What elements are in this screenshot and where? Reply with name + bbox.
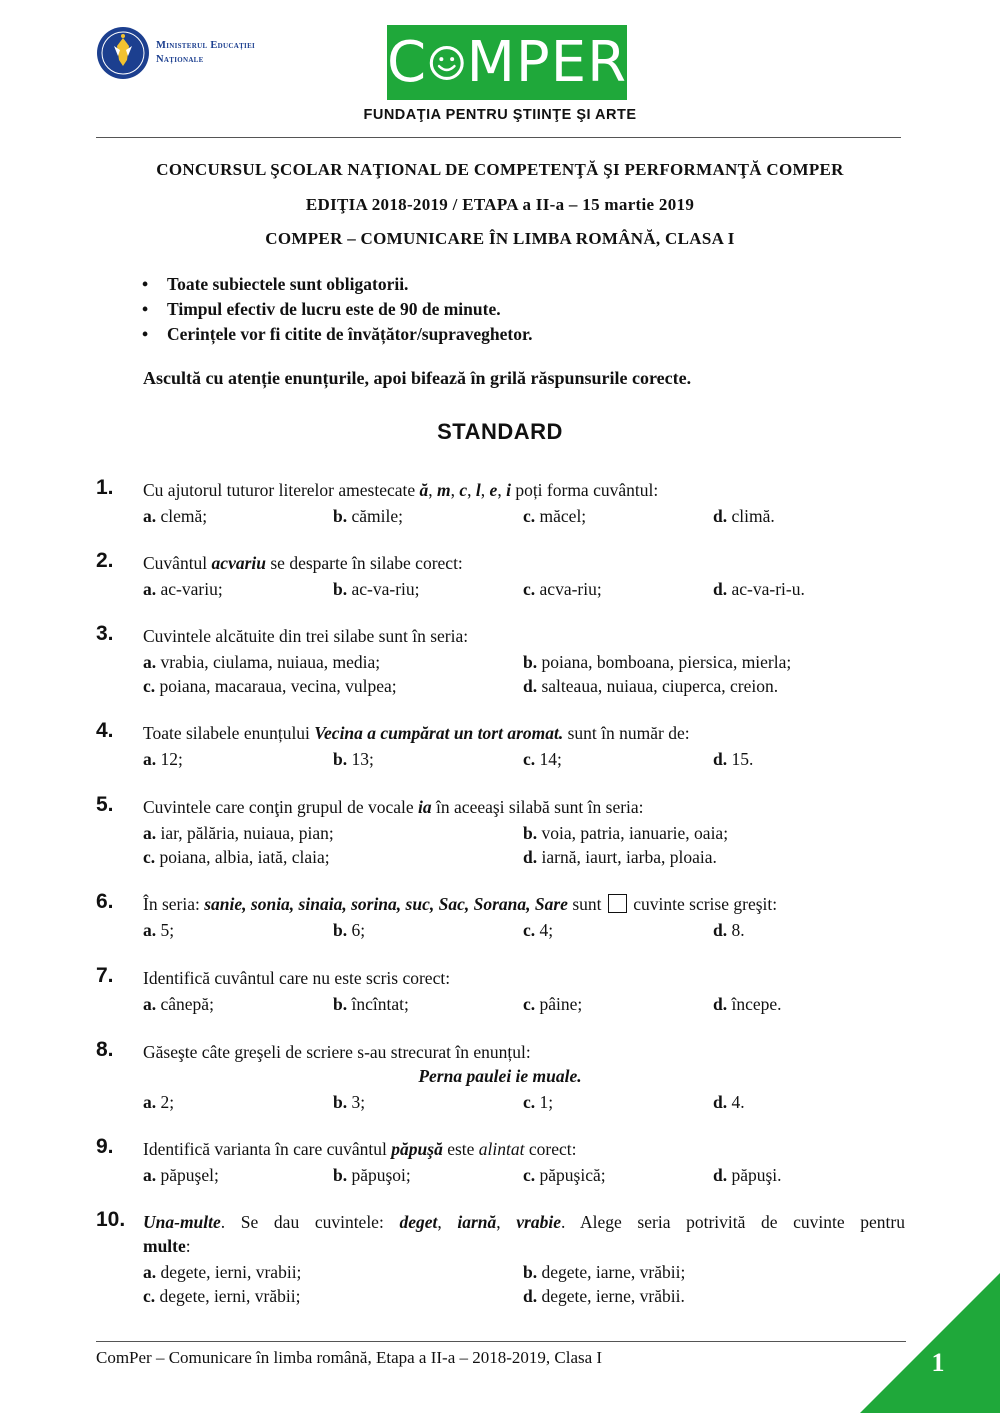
option-c[interactable]: c. păpuşică; xyxy=(523,1165,606,1185)
option-a[interactable]: a. iar, pălăria, nuiaua, pian; xyxy=(143,823,334,843)
question-text: Cuvintele care conţin grupul de vocale ia în aceeaşi silabă sunt în seria: xyxy=(143,797,644,817)
question-text: Cuvântul acvariu se desparte în silabe corect: xyxy=(143,553,463,573)
option-c[interactable]: c. pâine; xyxy=(523,994,583,1014)
option-b[interactable]: b. încîntat; xyxy=(333,994,409,1014)
question-text: Una-multe. Se dau cuvintele: deget, iarnă, vrabie. Alege seria potrivită de cuvinte pentru xyxy=(143,1212,905,1232)
question-number: 2. xyxy=(96,549,114,572)
question-number: 8. xyxy=(96,1038,114,1061)
rules-list xyxy=(142,272,532,347)
option-c[interactable]: c. 14; xyxy=(523,749,562,769)
logo-letters-mper: MPER xyxy=(466,30,627,95)
answer-box[interactable] xyxy=(608,894,627,913)
question-number: 10. xyxy=(96,1208,126,1231)
ministry-seal-icon xyxy=(96,26,150,80)
option-d[interactable]: d. 4. xyxy=(713,1092,745,1112)
option-a[interactable]: a. 2; xyxy=(143,1092,175,1112)
question-number: 6. xyxy=(96,890,114,913)
option-c[interactable]: c. poiana, macaraua, vecina, vulpea; xyxy=(143,676,397,696)
option-a[interactable]: a. cânepă; xyxy=(143,994,214,1014)
header-divider xyxy=(96,137,901,138)
question-number: 5. xyxy=(96,793,114,816)
option-d[interactable]: d. 8. xyxy=(713,920,745,940)
option-b[interactable]: b. voia, patria, ianuarie, oaia; xyxy=(523,823,729,843)
question-number: 4. xyxy=(96,719,114,742)
option-d[interactable]: d. iarnă, iaurt, iarba, ploaia. xyxy=(523,847,717,867)
option-b[interactable]: b. cămile; xyxy=(333,506,403,526)
option-d[interactable]: d. 15. xyxy=(713,749,754,769)
question-text: Identifică varianta în care cuvântul păpuşă este alintat corect: xyxy=(143,1139,577,1159)
option-c[interactable]: c. 1; xyxy=(523,1092,554,1112)
instruction-text: Ascultă cu atenție enunțurile, apoi bifează în grilă răspunsurile corecte. xyxy=(143,368,692,388)
logo-letter-c: C xyxy=(387,30,428,95)
option-c[interactable]: c. 4; xyxy=(523,920,554,940)
subject-title: COMPER – COMUNICARE ÎN LIMBA ROMÂNĂ, CLASA I xyxy=(265,229,735,248)
quoted-sentence: Perna paulei ie muale. xyxy=(418,1066,582,1086)
option-d[interactable]: d. păpuşi. xyxy=(713,1165,782,1185)
option-b[interactable]: b. 3; xyxy=(333,1092,366,1112)
option-a[interactable]: a. 12; xyxy=(143,749,183,769)
option-d[interactable]: d. climă. xyxy=(713,506,775,526)
option-a[interactable]: a. vrabia, ciulama, nuiaua, media; xyxy=(143,652,381,672)
option-b[interactable]: b. poiana, bomboana, piersica, mierla; xyxy=(523,652,792,672)
question-text: Identifică cuvântul care nu este scris corect: xyxy=(143,968,451,988)
option-b[interactable]: b. degete, iarne, vrăbii; xyxy=(523,1262,686,1282)
ministry-name-line1: Ministerul Educației xyxy=(156,40,256,51)
question-number: 1. xyxy=(96,476,114,499)
question-text-continued: multe: xyxy=(143,1236,191,1256)
option-d[interactable]: d. salteaua, nuiaua, ciuperca, creion. xyxy=(523,676,779,696)
footer-divider xyxy=(96,1341,906,1342)
option-a[interactable]: a. clemă; xyxy=(143,506,208,526)
foundation-name: FUNDAŢIA PENTRU ŞTIINŢE ŞI ARTE xyxy=(363,107,637,123)
option-d[interactable]: d. începe. xyxy=(713,994,782,1014)
footer-text: ComPer – Comunicare în limba română, Etapa a II-a – 2018-2019, Clasa I xyxy=(96,1348,603,1367)
question-number: 9. xyxy=(96,1135,114,1158)
question-text: Cu ajutorul tuturor literelor amestecate ă, m, c, l, e, i poți forma cuvântul: xyxy=(143,480,659,500)
rule-item: • Cerințele vor fi citite de învățător/supraveghetor. xyxy=(142,322,532,347)
question-text: În seria: sanie, sonia, sinaia, sorina, suc, Sac, Sorana, Sare sunt cuvinte scrise greşit: xyxy=(143,894,778,914)
ministry-header xyxy=(96,26,255,80)
question-text: Toate silabele enunțului Vecina a cumpărat un tort aromat. sunt în număr de: xyxy=(143,723,690,743)
edition-title: EDIŢIA 2018-2019 / ETAPA a II-a – 15 martie 2019 xyxy=(305,195,695,214)
comper-logo xyxy=(387,25,627,100)
option-b[interactable]: b. 6; xyxy=(333,920,366,940)
contest-title: CONCURSUL ŞCOLAR NAŢIONAL DE COMPETENŢĂ ŞI PERFORMANŢĂ COMPER xyxy=(156,160,844,179)
option-b[interactable]: b. păpuşoi; xyxy=(333,1165,411,1185)
option-d[interactable]: d. ac-va-ri-u. xyxy=(713,579,805,599)
option-b[interactable]: b. 13; xyxy=(333,749,374,769)
section-heading: STANDARD xyxy=(437,419,563,444)
rule-item: • Timpul efectiv de lucru este de 90 de minute. xyxy=(142,297,532,322)
option-a[interactable]: a. păpuşel; xyxy=(143,1165,219,1185)
option-c[interactable]: c. acva-riu; xyxy=(523,579,602,599)
option-a[interactable]: a. ac-variu; xyxy=(143,579,223,599)
question-text: Cuvintele alcătuite din trei silabe sunt în seria: xyxy=(143,626,469,646)
option-d[interactable]: d. degete, ierne, vrăbii. xyxy=(523,1286,685,1306)
option-c[interactable]: c. poiana, albia, iată, claia; xyxy=(143,847,330,867)
ministry-name-line2: Naționale xyxy=(156,54,204,65)
option-c[interactable]: c. măcel; xyxy=(523,506,587,526)
corner-triangle xyxy=(860,1273,1000,1413)
question-number: 3. xyxy=(96,622,114,645)
question-number: 7. xyxy=(96,964,114,987)
option-c[interactable]: c. degete, ierni, vrăbii; xyxy=(143,1286,301,1306)
option-b[interactable]: b. ac-va-riu; xyxy=(333,579,420,599)
option-a[interactable]: a. degete, ierni, vrabii; xyxy=(143,1262,302,1282)
question-text: Găseşte câte greşeli de scriere s-au strecurat în enunțul: xyxy=(143,1042,531,1062)
page-number: 1 xyxy=(931,1348,945,1377)
smiley-face-icon xyxy=(429,40,465,86)
rule-item: • Toate subiectele sunt obligatorii. xyxy=(142,272,532,297)
option-a[interactable]: a. 5; xyxy=(143,920,175,940)
